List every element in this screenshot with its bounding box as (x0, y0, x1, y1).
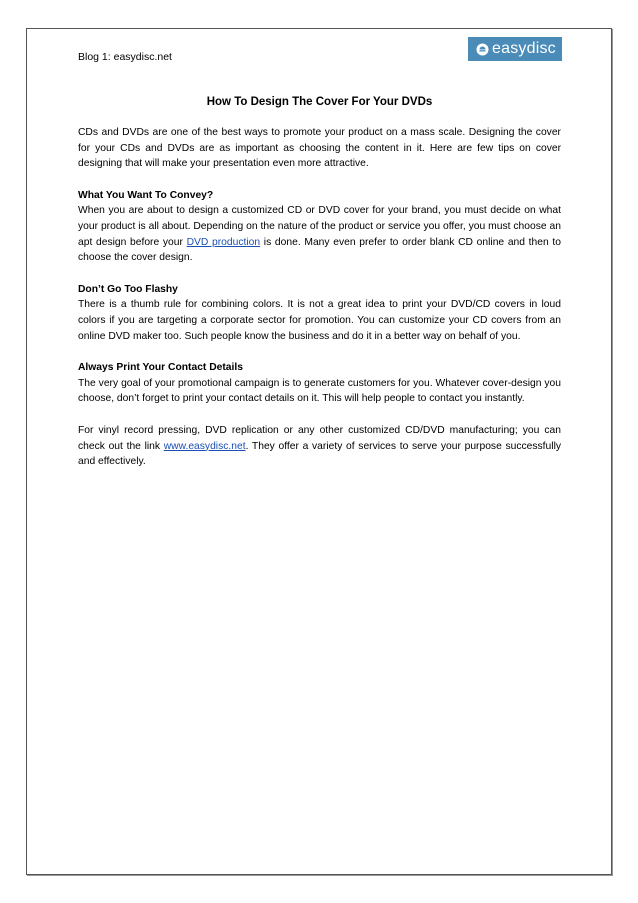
section-heading: What You Want To Convey? (78, 189, 214, 201)
section-convey (78, 188, 561, 266)
header-label: Blog 1: easydisc.net (78, 51, 172, 63)
section-heading: Always Print Your Contact Details (78, 362, 243, 374)
closing-text-part: For vinyl record pressing, DVD replication or any other customized CD/DVD manufacturing; you can check out the link (78, 424, 561, 452)
disc-logo-icon (476, 43, 489, 56)
section-contact (78, 360, 561, 407)
article-title: How To Design The Cover For Your DVDs (206, 96, 433, 108)
intro-paragraph: CDs and DVDs are one of the best ways to promote your product on a mass scale. Designing the cover for your CDs and DVDs are as important as choosing the content in it. Here are few tips on cover designing that will make your presentation even more attractive. (78, 127, 561, 170)
section-text-part: When you are about to design a customized CD or DVD cover for your brand, you must decide on what your product is all about. Depending on the nature of the product or service you offer, you must choose an apt design before your (78, 205, 561, 248)
easydisc-logo[interactable] (468, 37, 562, 61)
dvd-production-link[interactable]: DVD production (186, 236, 261, 248)
closing-paragraph (78, 423, 561, 470)
closing-text-part: . They offer a variety of services to serve your purpose successfully and effectively. (78, 440, 561, 468)
easydisc-website-link[interactable]: www.easydisc.net (163, 440, 246, 452)
section-text: The very goal of your promotional campaign is to generate customers for you. Whatever cover-design you choose, don’t forget to print your contact details on it. This will help people to contact you instantly. (78, 377, 561, 405)
section-flashy (78, 282, 561, 344)
section-text-part: is done. Many even prefer to order blank CD online and then to choose the cover design. (78, 236, 561, 264)
section-text: There is a thumb rule for combining colors. It is not a great idea to print your DVD/CD covers in loud colors if you are targeting a corporate sector for promotion. You can customize your CD covers from an online DVD maker too. Such people know the business and do it in a better way on behalf of you. (78, 299, 561, 342)
article-body (78, 95, 561, 486)
logo-text: easydisc (492, 40, 556, 57)
section-heading: Don’t Go Too Flashy (78, 283, 178, 295)
